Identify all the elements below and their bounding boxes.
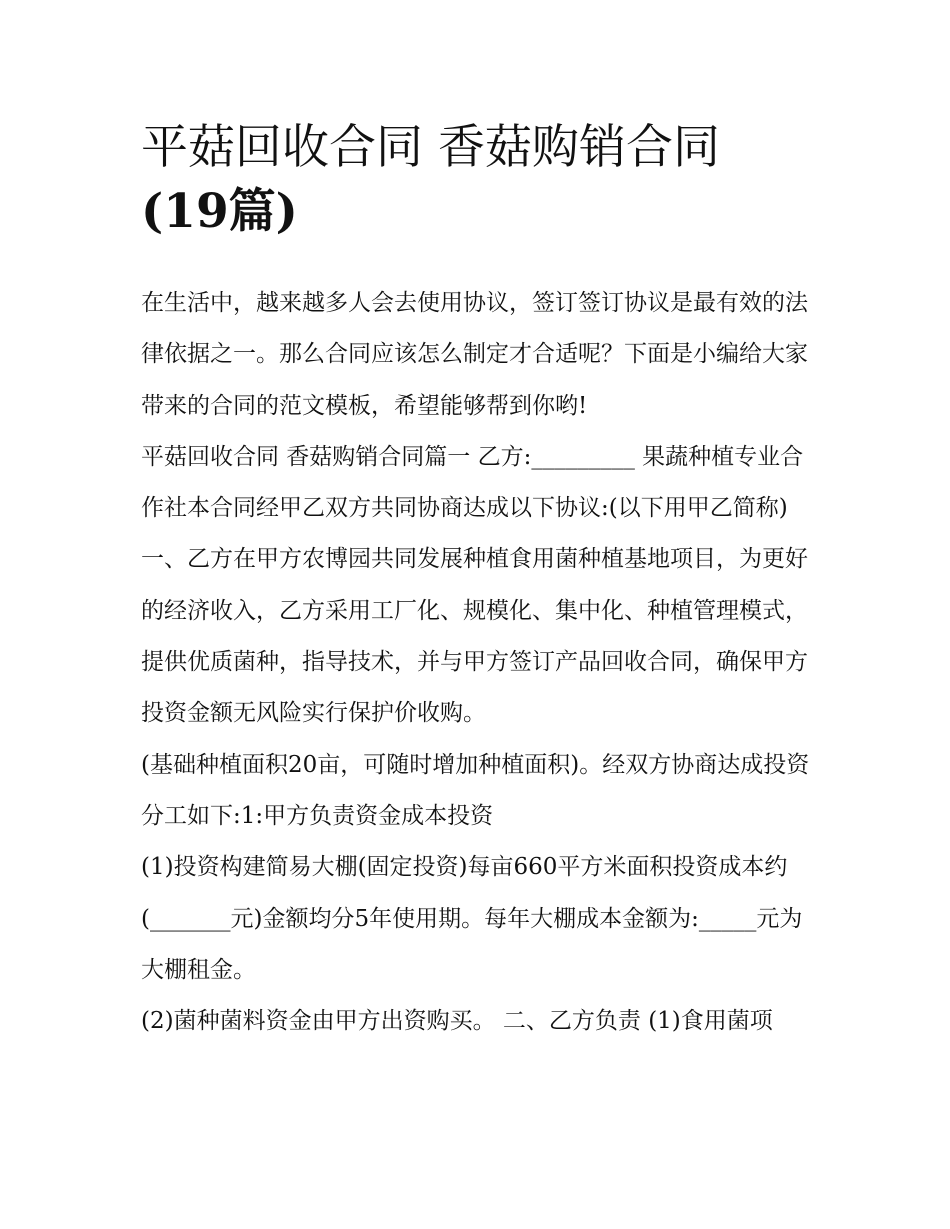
paragraph-clause-1: 一、乙方在甲方农博园共同发展种植食用菌种植基地项目，为更好的经济收入，乙方采用工厂化、规模化、集中化、种植管理模式，提供优质菌种，指导技术，并与甲方签订产品回收合同，确保甲方投资金额无风险实行保护价收购。 (141, 546, 808, 727)
paragraph-area: (基础种植面积20亩，可随时增加种植面积)。经双方协商达成投资分工如下:1:甲方负责资金成本投资 (141, 751, 810, 829)
paragraph-investment-2: (2)菌种菌料资金由甲方出资购买。 二、乙方负责 (1)食用菌项 (141, 1008, 773, 1035)
paragraph-intro: 在生活中，越来越多人会去使用协议，签订签订协议是最有效的法律依据之一。那么合同应该怎么制定才合适呢？下面是小编给大家带来的合同的范文模板，希望能够帮到你哟! (141, 290, 808, 419)
document-title (141, 116, 831, 244)
title-line-1: 平菇回收合同 香菇购销合同 (141, 120, 720, 175)
paragraph-parties: 平菇回收合同 香菇购销合同篇一 乙方:_________ 果蔬种植专业合作社本合同经甲乙双方共同协商达成以下协议:(以下用甲乙简称) (141, 443, 804, 522)
document-body (141, 278, 816, 1047)
title-line-2: (19篇) (141, 184, 298, 239)
paragraph-investment-1: (1)投资构建简易大棚(固定投资)每亩660平方米面积投资成本约(_______元)金额均分5年使用期。每年大棚成本金额为:_____元为大棚租金。 (141, 854, 803, 983)
